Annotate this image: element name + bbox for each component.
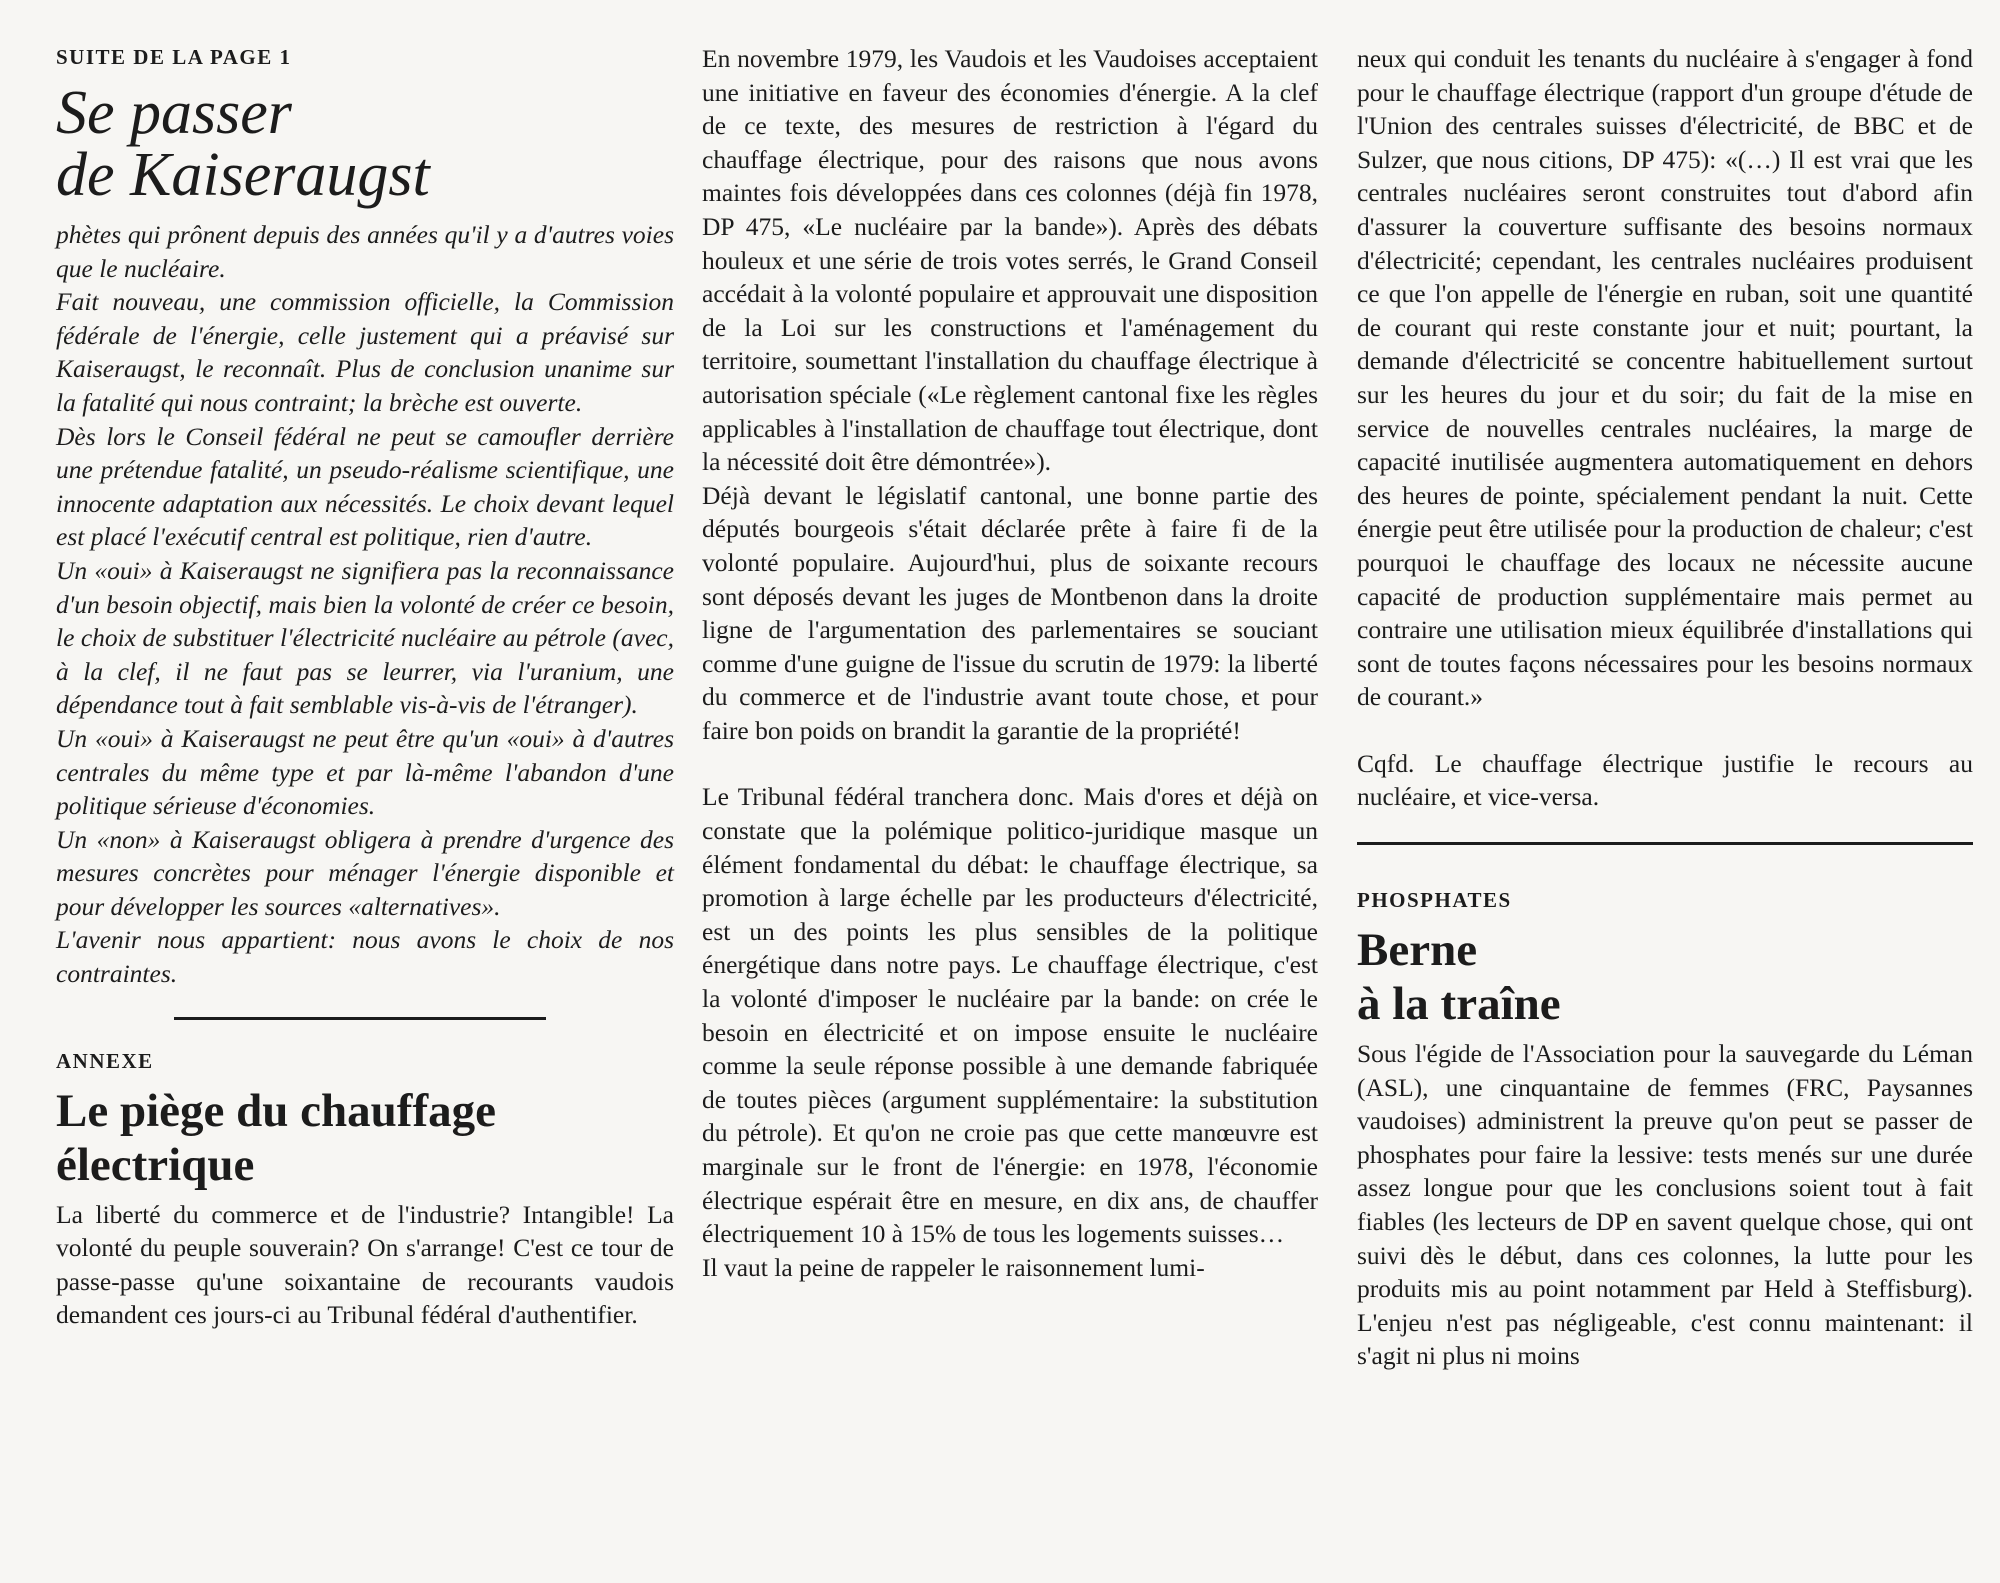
paragraph-gap: [702, 747, 1318, 780]
annexe-kicker: ANNEXE: [56, 1048, 154, 1073]
section-kicker: PHOSPHATES: [1357, 888, 1512, 913]
paragraph: Il vaut la peine de rappeler le raisonnement lumi-: [702, 1252, 1205, 1282]
article-title: [56, 79, 674, 209]
article-title: [1357, 923, 1973, 1031]
article-title-line-2: à la traîne: [1357, 978, 1561, 1031]
paragraph: Déjà devant le législatif cantonal, une bonne partie des députés bourgeois s'était déclarée prête à faire fi de la volonté populaire. Aujourd'hui, plus de soixante recours sont déposés devant les juges de Montbenon dans la droite ligne de l'argumentation des parlementaires se souciant comme d'une guigne de l'issue du scrutin de 1979: la liberté du commerce et de l'industrie avant toute chose, et pour faire bon poids on brandit la garantie de la propriété!: [702, 480, 1318, 745]
paragraph: Un «oui» à Kaiseraugst ne signifiera pas la reconnaissance d'un besoin objectif, mais bien la volonté de créer ce besoin, le choix de substituer l'électricité nucléaire au pétrole (avec, à la clef, il ne faut pas se leurrer, via l'uranium, une dépendance tout à fait semblable vis-à-vis de l'étranger).: [56, 555, 674, 720]
paragraph-gap: [1357, 714, 1973, 747]
paragraph: La liberté du commerce et de l'industrie? Intangible! La volonté du peuple souverain? On s'arrange! C'est ce tour de passe-passe qu'une soixantaine de recourants vaudois demandent ces jours-ci au Tribunal fédéral d'authentifier.: [56, 1199, 674, 1330]
paragraph: Cqfd. Le chauffage électrique justifie le recours au nucléaire, et vice-versa.: [1357, 748, 1973, 812]
paragraph: Le Tribunal fédéral tranchera donc. Mais d'ores et déjà on constate que la polémique politico-juridique masque un élément fondamental du débat: le chauffage électrique, sa promotion à large échelle par les producteurs d'électricité, est un des points les plus sensibles de la politique énergétique dans notre pays. Le chauffage électrique, c'est la volonté d'imposer le nucléaire par la bande: on crée le besoin en électricité et on impose ensuite le nucléaire comme la seule réponse possible à une demande fabriquée de toutes pièces (argument supplémentaire: la substitution du pétrole). Et qu'on ne croie pas que cette manœuvre est marginale sur le front de l'énergie: en 1978, l'économie électrique espérait être en mesure, en dix ans, de chauffer électriquement 10 à 15% de tous les logements suisses…: [702, 782, 1318, 1249]
column-1: [56, 42, 674, 1332]
paragraph: Dès lors le Conseil fédéral ne peut se camoufler derrière une prétendue fatalité, un pseudo-réalisme scientifique, une innocente adaptation aux nécessités. Le choix devant lequel est placé l'exécutif central est politique, rien d'autre.: [56, 421, 674, 552]
article-title-line-2: de Kaiseraugst: [56, 141, 430, 209]
annexe-title: [56, 1084, 674, 1192]
paragraph: phètes qui prônent depuis des années qu'il y a d'autres voies que le nucléaire.: [56, 220, 674, 283]
paragraph: Sous l'égide de l'Association pour la sauvegarde du Léman (ASL), une cinquantaine de femmes (FRC, Paysannes vaudoises) administrent la preuve qu'on peut se passer de phosphates pour faire la lessive: tests menés sur une durée assez longue pour que les conclusions soient tout à fait fiables (les lecteurs de DP en savent quelque chose, qui ont suivi dès le début, dans ces colonnes, la lutte pour les produits mis au point notamment par Held à Steffisburg). L'enjeu n'est pas négligeable, c'est connu maintenant: il s'agit ni plus ni moins: [1357, 1039, 1973, 1371]
paragraph: Un «oui» à Kaiseraugst ne peut être qu'un «oui» à d'autres centrales du même type et par là-même l'abandon d'une politique sérieuse d'économies.: [56, 723, 674, 821]
paragraph: En novembre 1979, les Vaudois et les Vaudoises acceptaient une initiative en faveur des économies d'énergie. A la clef de ce texte, des mesures de restriction à l'égard du chauffage électrique, pour des raisons que nous avons maintes fois développées dans ces colonnes (déjà fin 1978, DP 475, «Le nucléaire par la bande»). Après des débats houleux et une série de trois votes serrés, le Grand Conseil accédait à la volonté populaire et approuvait une disposition de la Loi sur les constructions et l'aménagement du territoire, soumettant l'installation du chauffage électrique à autorisation spéciale («Le règlement cantonal fixe les règles applicables à l'installation de chauffage tout électrique, dont la nécessité doit être démontrée»).: [702, 44, 1318, 477]
divider-rule: [1357, 842, 1973, 845]
paragraph: L'avenir nous appartient: nous avons le choix de nos contraintes.: [56, 925, 674, 989]
column-3: [1357, 42, 1973, 1373]
paragraph: neux qui conduit les tenants du nucléaire à s'engager à fond pour le chauffage électrique (rapport d'un groupe d'étude de l'Union des centrales suisses d'électricité, de BBC et de Sulzer, que nous citions, DP 475): «(…) Il est vrai que les centrales nucléaires seront construites tout d'abord afin d'assurer la couverture suffisante des besoins normaux d'électricité; cependant, les centrales nucléaires produisent ce que l'on appelle de l'énergie en ruban, soit une quantité de courant qui reste constante jour et nuit; pourtant, la demande d'électricité se concentre habituellement surtout sur les heures du jour et du soir; du fait de la mise en service de nouvelles centrales nucléaires, la marge de capacité inutilisée augmentera automatiquement en dehors des heures de pointe, spécialement pendant la nuit. Cette énergie peut être utilisée pour la production de chaleur; c'est pourquoi le chauffage des locaux ne nécessite aucune capacité de production supplémentaire mais permet au contraire une utilisation mieux équilibrée d'installations qui sont de toutes façons nécessaires pour les besoins normaux de courant.»: [1357, 44, 1973, 712]
paragraph: Fait nouveau, une commission officielle, la Commission fédérale de l'énergie, celle justement qui a préavisé sur Kaiseraugst, le reconnaît. Plus de conclusion unanime sur la fatalité qui nous contraint; la brèche est ouverte.: [56, 287, 674, 417]
column-2: [702, 42, 1318, 1284]
section-kicker: SUITE DE LA PAGE 1: [56, 45, 292, 69]
divider-rule: [174, 1017, 546, 1020]
annexe-title-line-1: Le piège du chauffage: [56, 1084, 496, 1137]
paragraph: Un «non» à Kaiseraugst obligera à prendre d'urgence des mesures concrètes pour ménager l'énergie disponible et pour développer les sources «alternatives».: [56, 824, 674, 921]
article-title-line-1: Se passer: [56, 79, 292, 147]
annexe-title-line-2: électrique: [56, 1138, 255, 1191]
article-title-line-1: Berne: [1357, 924, 1478, 977]
